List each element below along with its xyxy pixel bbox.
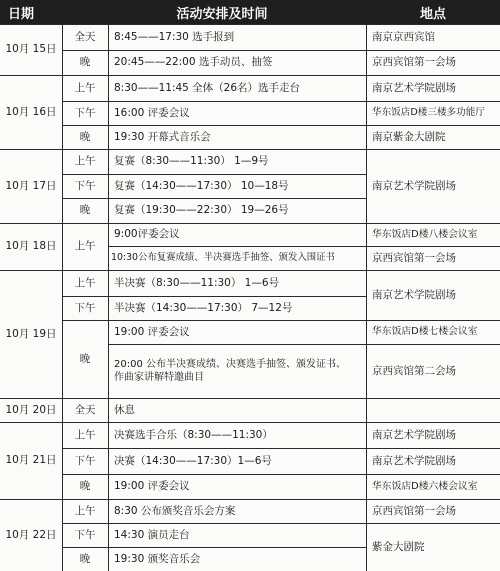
location-cell: 京西宾馆第一会场 bbox=[372, 251, 456, 264]
period-cell: 全天 bbox=[74, 403, 96, 416]
location-cell: 紫金大剧院 bbox=[372, 540, 425, 553]
activity-cell: 复赛（14:30——17:30） 10—18号 bbox=[114, 179, 289, 192]
activity-line: 20:00 公布半决赛成绩、决赛选手抽签、颁发证书、 bbox=[114, 358, 346, 370]
activity-cell: 8:30 公布颁奖音乐会方案 bbox=[114, 504, 236, 517]
location-cell: 京西宾馆第二会场 bbox=[372, 364, 456, 377]
activity-line: 作曲家讲解特邀曲目 bbox=[114, 372, 204, 383]
location-cell: 南京艺术学院剧场 bbox=[372, 81, 456, 94]
activity-cell: 19:00 评委会议 bbox=[114, 480, 190, 493]
activity-cell: 19:30 颁奖音乐会 bbox=[114, 552, 201, 565]
activity-cell: 16:00 评委会议 bbox=[114, 106, 190, 119]
period-cell: 上午 bbox=[74, 81, 96, 94]
period-cell: 晚 bbox=[79, 480, 91, 493]
activity-cell: 10:30公布复赛成绩、半决赛选手抽签、颁发入围证书 bbox=[111, 251, 335, 263]
period-cell: 晚 bbox=[79, 130, 91, 143]
period-cell: 全天 bbox=[74, 30, 96, 43]
date-cell: 10月 22日 bbox=[5, 528, 57, 541]
location-cell: 南京艺术学院剧场 bbox=[372, 288, 456, 301]
period-cell: 上午 bbox=[74, 155, 96, 168]
period-cell: 晚 bbox=[79, 56, 91, 69]
location-cell: 华东饭店D楼六楼会议室 bbox=[372, 480, 478, 492]
activity-cell: 半决赛（8:30——11:30） 1—6号 bbox=[114, 276, 280, 289]
activity-cell: 休息 bbox=[114, 403, 135, 416]
period-cell: 上午 bbox=[74, 240, 96, 253]
activity-cell: 决赛选手合乐（8:30——11:30） bbox=[114, 428, 273, 441]
period-cell: 上午 bbox=[74, 428, 96, 441]
date-cell: 10月 21日 bbox=[5, 454, 57, 467]
activity-cell: 19:30 开幕式音乐会 bbox=[114, 130, 211, 143]
period-cell: 上午 bbox=[74, 276, 96, 289]
location-cell: 南京紫金大剧院 bbox=[372, 130, 446, 143]
period-cell: 下午 bbox=[74, 179, 96, 192]
period-cell: 晚 bbox=[79, 552, 91, 565]
location-cell: 华东饭店D楼八楼会议室 bbox=[372, 228, 478, 240]
header-schedule: 活动安排及时间 bbox=[78, 0, 366, 24]
activity-cell: 半决赛（14:30——17:30） 7—12号 bbox=[114, 301, 293, 314]
location-cell: 南京艺术学院剧场 bbox=[372, 428, 456, 441]
location-cell: 南京艺术学院剧场 bbox=[372, 454, 456, 467]
activity-cell: 9:00评委会议 bbox=[114, 228, 180, 241]
activity-cell: 复赛（8:30——11:30） 1—9号 bbox=[114, 155, 269, 168]
period-cell: 晚 bbox=[79, 352, 91, 365]
activity-cell: 决赛（14:30——17:30）1—6号 bbox=[114, 454, 272, 467]
location-cell: 南京艺术学院剧场 bbox=[372, 179, 456, 192]
date-cell: 10月 16日 bbox=[5, 105, 57, 118]
period-cell: 上午 bbox=[74, 504, 96, 517]
activity-cell: 19:00 评委会议 bbox=[114, 325, 190, 338]
activity-cell: 8:30——11:45 全体（26名）选手走台 bbox=[114, 81, 301, 94]
date-cell: 10月 15日 bbox=[5, 43, 57, 56]
period-cell: 晚 bbox=[79, 204, 91, 217]
period-cell: 下午 bbox=[74, 528, 96, 541]
location-cell: 京西宾馆第一会场 bbox=[372, 504, 456, 517]
location-cell: 南京京西宾馆 bbox=[372, 30, 435, 43]
date-cell: 10月 18日 bbox=[5, 240, 57, 253]
location-cell: 京西宾馆第一会场 bbox=[372, 56, 456, 69]
activity-cell: 8:45——17:30 选手报到 bbox=[114, 30, 235, 43]
date-cell: 10月 19日 bbox=[5, 327, 57, 340]
activity-cell: 20:45——22:00 选手动员、抽签 bbox=[114, 56, 273, 69]
activity-cell bbox=[108, 344, 366, 398]
date-cell: 10月 17日 bbox=[5, 179, 57, 192]
header-location: 地点 bbox=[366, 0, 500, 24]
period-cell: 下午 bbox=[74, 106, 96, 119]
period-cell: 下午 bbox=[74, 301, 96, 314]
date-cell: 10月 20日 bbox=[5, 403, 57, 416]
location-cell: 华东饭店D楼七楼会议室 bbox=[372, 326, 478, 338]
activity-cell: 复赛（19:30——22:30） 19—26号 bbox=[114, 204, 289, 217]
location-cell: 华东饭店D楼三楼多功能厅 bbox=[372, 106, 485, 118]
header-date: 日期 bbox=[0, 0, 86, 24]
period-cell: 下午 bbox=[74, 454, 96, 467]
activity-cell: 14:30 演员走台 bbox=[114, 528, 190, 541]
